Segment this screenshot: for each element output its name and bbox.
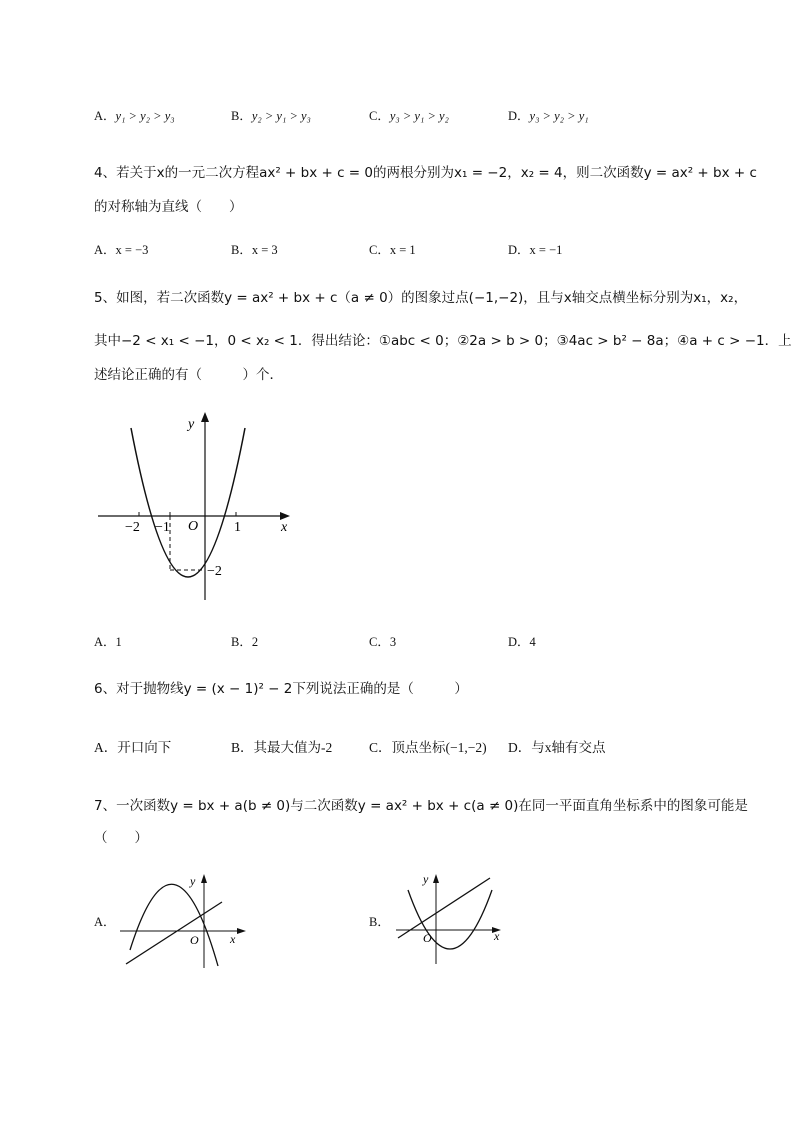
q5-label-m2: −2: [207, 564, 222, 579]
q4-stem-line2: 的对称轴为直线（ ）: [94, 199, 243, 215]
q4-option-a: A．x = −3: [94, 243, 149, 257]
q4-option-c: C．x = 1: [369, 243, 416, 257]
q4-option-b: B．x = 3: [231, 243, 278, 257]
q5-origin-label: O: [188, 519, 199, 534]
q3-option-b: B．y₂ > y₁ > y₃: [231, 109, 311, 123]
q6-option-a: A．开口向下: [94, 740, 172, 755]
svg-text:O: O: [423, 931, 432, 945]
q4-option-d: D．x = −1: [508, 243, 563, 257]
q7-option-b-letter: B．: [369, 915, 390, 929]
svg-text:y: y: [190, 874, 196, 888]
q5-stem-line1: 5、如图，若二次函数y = ax² + bx + c（a ≠ 0）的图象过点(−1,−2)，且与x轴交点横坐标分别为x₁，x₂，: [94, 290, 748, 306]
q6-option-c: C．顶点坐标(−1,−2): [369, 740, 487, 755]
svg-text:y: y: [423, 872, 429, 886]
q3-option-a: A．y₁ > y₂ > y₃: [94, 109, 175, 123]
q5-graph: [94, 408, 304, 608]
q5-parabola: [131, 428, 245, 577]
q7-stem-line2: （ ）: [94, 830, 148, 846]
q5-y-arrow: [201, 412, 209, 422]
svg-text:O: O: [190, 933, 199, 947]
q7-option-a-graph: [116, 868, 252, 970]
q5-tick-m2: −2: [125, 520, 140, 535]
q7-option-b-graph: [392, 868, 512, 970]
q7-b-parabola: [408, 890, 492, 949]
q5-option-d: D．4: [508, 635, 536, 649]
q5-y-label: y: [188, 417, 195, 432]
q3-option-c: C．y₃ > y₁ > y₂: [369, 109, 449, 123]
q5-x-arrow: [280, 512, 290, 520]
q5-tick-m1: −1: [155, 520, 170, 535]
q3-option-d: D．y₃ > y₂ > y₁: [508, 109, 589, 123]
q5-x-label: x: [281, 520, 288, 535]
q5-option-a: A．1: [94, 635, 122, 649]
q5-stem-line2: 其中−2 < x₁ < −1，0 < x₂ < 1．得出结论：①abc < 0；②2a > b > 0；③4ac > b² − 8a；④a + c > −1．上: [94, 333, 792, 349]
q5-option-b: B．2: [231, 635, 259, 649]
svg-text:x: x: [230, 932, 236, 946]
q5-option-c: C．3: [369, 635, 397, 649]
q7-option-a-letter: A．: [94, 915, 116, 929]
q6-option-b: B．其最大值为-2: [231, 740, 333, 755]
q6-option-d: D．与x轴有交点: [508, 740, 606, 755]
q5-stem-line3: 述结论正确的有（ ）个．: [94, 367, 283, 383]
svg-text:x: x: [494, 929, 500, 943]
q6-stem: 6、对于抛物线y = (x − 1)² − 2下列说法正确的是（ ）: [94, 681, 468, 697]
q4-stem-line1: 4、若关于x的一元二次方程ax² + bx + c = 0的两根分别为x₁ = −2，x₂ = 4，则二次函数y = ax² + bx + c: [94, 165, 757, 181]
q5-tick-1: 1: [234, 520, 241, 535]
q7-b-line: [398, 878, 490, 938]
q7-a-parabola: [130, 884, 218, 966]
q7-stem-line1: 7、一次函数y = bx + a(b ≠ 0)与二次函数y = ax² + bx + c(a ≠ 0)在同一平面直角坐标系中的图象可能是: [94, 798, 748, 814]
